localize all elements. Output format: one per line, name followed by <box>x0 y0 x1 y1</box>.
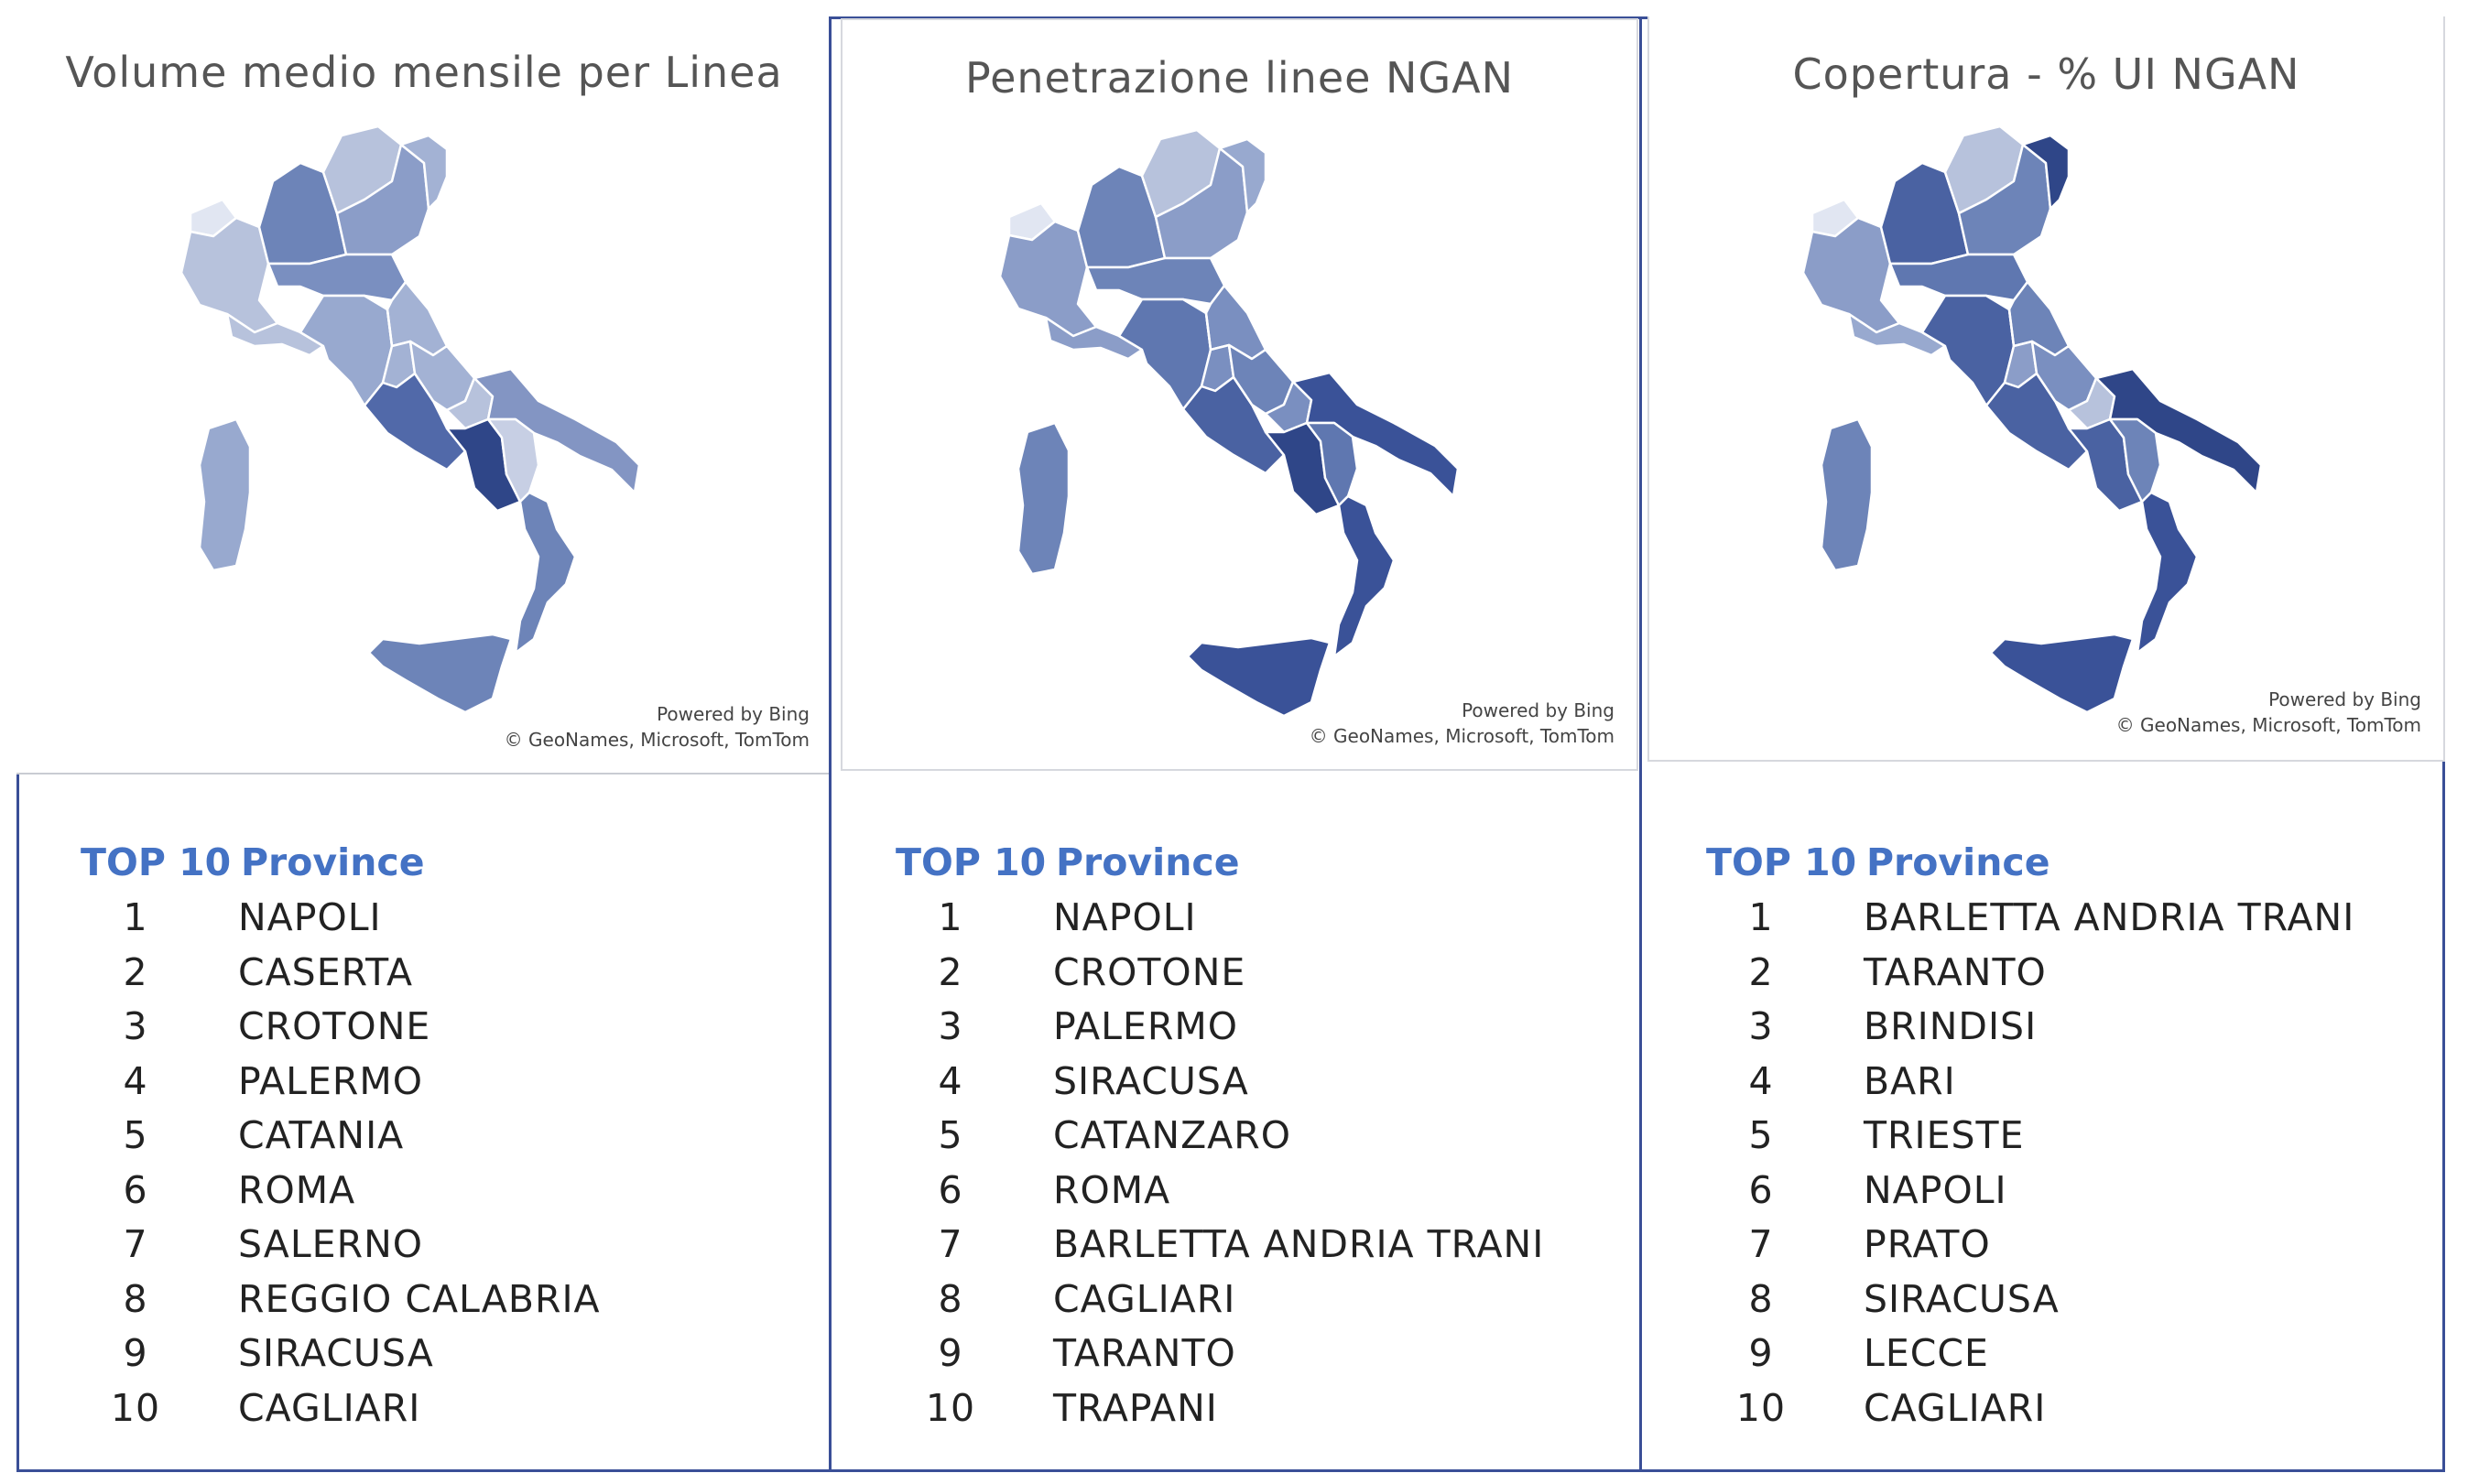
province-name: CATANIA <box>238 1113 405 1157</box>
list-header <box>1706 840 2354 895</box>
map-title: Penetrazione linee NGAN <box>964 53 1514 103</box>
list-item <box>1706 1277 2354 1332</box>
attribution-sources: © GeoNames, Microsoft, TomTom <box>504 729 810 751</box>
list-item <box>1706 895 2354 950</box>
rank-number: 4 <box>1748 1058 1774 1103</box>
province-name: TARANTO <box>1864 949 2047 994</box>
list-item <box>896 1277 1544 1332</box>
list-item <box>1706 1222 2354 1277</box>
map-attribution <box>1310 698 1615 749</box>
attribution-powered: Powered by Bing <box>1462 699 1615 721</box>
province-name: LECCE <box>1864 1331 1989 1375</box>
province-name: ROMA <box>1053 1167 1171 1212</box>
province-name: SIRACUSA <box>238 1331 434 1375</box>
italy-map <box>991 130 1540 725</box>
rank-number: 3 <box>1748 1004 1774 1048</box>
rank-number: 2 <box>123 949 148 994</box>
rank-number: 7 <box>123 1222 148 1266</box>
rank-number: 7 <box>1748 1222 1774 1266</box>
province-name: SIRACUSA <box>1053 1058 1249 1103</box>
rank-number: 2 <box>938 949 963 994</box>
rank-number: 1 <box>938 895 963 939</box>
rank-number: 4 <box>123 1058 148 1103</box>
province-name: TARANTO <box>1053 1331 1236 1375</box>
list-item <box>81 1113 601 1168</box>
list-item <box>896 1059 1544 1114</box>
italy-map <box>1794 126 2343 721</box>
region-calabria <box>1334 496 1394 656</box>
province-name: SIRACUSA <box>1864 1276 2060 1321</box>
rank-number: 8 <box>938 1276 963 1321</box>
rank-number: 6 <box>1748 1167 1774 1212</box>
region-sardegna <box>1821 419 1872 570</box>
attribution-sources: © GeoNames, Microsoft, TomTom <box>2115 714 2421 736</box>
header-top10: TOP 10 <box>81 840 232 884</box>
list-item <box>1706 1059 2354 1114</box>
province-name: BRINDISI <box>1864 1004 2038 1048</box>
map-title: Copertura - % UI NGAN <box>1792 49 2300 99</box>
list-item <box>81 1222 601 1277</box>
rank-number: 3 <box>123 1004 148 1048</box>
header-province: Province <box>1056 840 1240 884</box>
list-item <box>896 1004 1544 1059</box>
italy-map <box>172 126 722 721</box>
province-name: CASERTA <box>238 949 414 994</box>
region-sardegna <box>200 419 250 570</box>
province-name: CAGLIARI <box>238 1385 421 1430</box>
panel-penetrazione <box>829 16 1642 1472</box>
province-name: CROTONE <box>1053 949 1246 994</box>
list-item <box>896 1168 1544 1223</box>
rank-number: 9 <box>123 1331 148 1375</box>
header-province: Province <box>1866 840 2050 884</box>
rank-number: 3 <box>938 1004 963 1048</box>
rank-number: 10 <box>925 1385 976 1430</box>
rank-number: 8 <box>123 1276 148 1321</box>
rank-number: 9 <box>1748 1331 1774 1375</box>
panel-volume <box>16 16 832 1472</box>
header-top10: TOP 10 <box>1706 840 1857 884</box>
province-name: SALERNO <box>238 1222 424 1266</box>
rank-number: 1 <box>123 895 148 939</box>
province-name: PALERMO <box>1053 1004 1239 1048</box>
province-name: ROMA <box>238 1167 356 1212</box>
region-calabria <box>516 493 575 653</box>
list-item <box>81 1331 601 1386</box>
rank-number: 1 <box>1748 895 1774 939</box>
region-calabria <box>2137 493 2197 653</box>
list-item <box>81 1168 601 1223</box>
list-header <box>896 840 1544 895</box>
attribution-powered: Powered by Bing <box>2268 688 2421 710</box>
province-name: NAPOLI <box>1053 895 1197 939</box>
province-name: CROTONE <box>238 1004 431 1048</box>
province-name: CAGLIARI <box>1864 1385 2047 1430</box>
map-attribution <box>505 701 810 753</box>
attribution-powered: Powered by Bing <box>657 703 810 725</box>
rank-number: 6 <box>938 1167 963 1212</box>
rank-number: 6 <box>123 1167 148 1212</box>
rank-number: 5 <box>123 1113 148 1157</box>
rank-number: 5 <box>938 1113 963 1157</box>
province-name: NAPOLI <box>1864 1167 2007 1212</box>
list-item <box>896 950 1544 1005</box>
list-item <box>81 895 601 950</box>
rank-number: 8 <box>1748 1276 1774 1321</box>
list-item <box>1706 1004 2354 1059</box>
header-province: Province <box>241 840 425 884</box>
map-box <box>1647 16 2445 762</box>
rank-number: 10 <box>1735 1385 1787 1430</box>
list-item <box>1706 1168 2354 1223</box>
province-name: BARLETTA ANDRIA TRANI <box>1864 895 2355 939</box>
list-item <box>1706 1386 2354 1441</box>
list-item <box>81 1277 601 1332</box>
rank-number: 10 <box>110 1385 161 1430</box>
list-item <box>1706 1331 2354 1386</box>
province-name: TRAPANI <box>1053 1385 1218 1430</box>
province-name: REGGIO CALABRIA <box>238 1276 601 1321</box>
header-top10: TOP 10 <box>896 840 1047 884</box>
list-item <box>896 1331 1544 1386</box>
rank-number: 5 <box>1748 1113 1774 1157</box>
province-name: TRIESTE <box>1864 1113 2025 1157</box>
top10-list <box>1706 840 2354 1440</box>
rank-number: 4 <box>938 1058 963 1103</box>
list-item <box>896 1222 1544 1277</box>
list-item <box>1706 1113 2354 1168</box>
top10-list <box>81 840 601 1440</box>
region-sardegna <box>1018 423 1069 574</box>
map-box <box>16 16 832 774</box>
list-header <box>81 840 601 895</box>
list-item <box>896 895 1544 950</box>
region-sicilia <box>1991 634 2133 712</box>
top10-list <box>896 840 1544 1440</box>
province-name: PALERMO <box>238 1058 424 1103</box>
map-box <box>841 18 1638 771</box>
rank-number: 7 <box>938 1222 963 1266</box>
list-item <box>81 1004 601 1059</box>
list-item <box>81 950 601 1005</box>
list-item <box>1706 950 2354 1005</box>
rank-number: 9 <box>938 1331 963 1375</box>
province-name: CAGLIARI <box>1053 1276 1236 1321</box>
map-title: Volume medio mensile per Linea <box>65 48 783 97</box>
province-name: CATANZARO <box>1053 1113 1291 1157</box>
list-item <box>81 1386 601 1441</box>
map-attribution <box>2116 687 2421 738</box>
panel-copertura <box>1639 16 2445 1472</box>
list-item <box>896 1386 1544 1441</box>
province-name: BARI <box>1864 1058 1956 1103</box>
list-item <box>81 1059 601 1114</box>
province-name: PRATO <box>1864 1222 1991 1266</box>
province-name: NAPOLI <box>238 895 382 939</box>
rank-number: 2 <box>1748 949 1774 994</box>
list-item <box>896 1113 1544 1168</box>
region-sicilia <box>369 634 511 712</box>
province-name: BARLETTA ANDRIA TRANI <box>1053 1222 1545 1266</box>
attribution-sources: © GeoNames, Microsoft, TomTom <box>1309 725 1615 747</box>
